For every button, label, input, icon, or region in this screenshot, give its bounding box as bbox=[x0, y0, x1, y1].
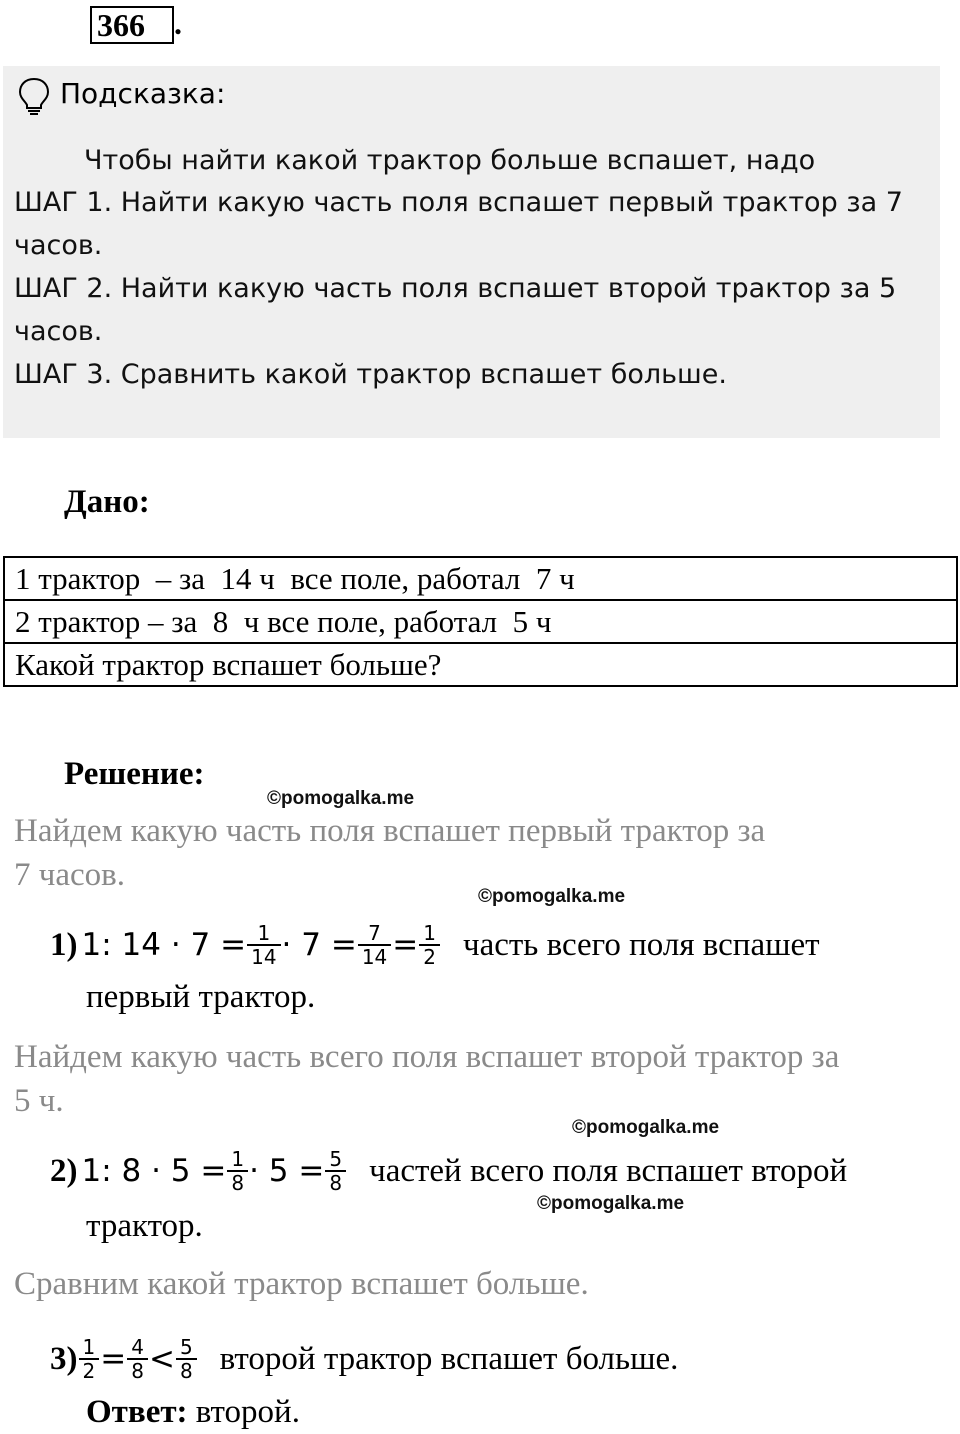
expression: 1: 8 · 5 = bbox=[81, 1153, 227, 1189]
denominator: 8 bbox=[131, 1359, 144, 1383]
denominator: 8 bbox=[231, 1171, 245, 1195]
step-label: ШАГ 2. bbox=[14, 273, 113, 304]
equals-sign: = bbox=[392, 927, 419, 963]
given-title: Дано: bbox=[64, 484, 150, 520]
numerator: 1 bbox=[257, 921, 271, 945]
fraction bbox=[421, 922, 438, 968]
numerator: 1 bbox=[82, 1335, 96, 1359]
numerator: 4 bbox=[131, 1335, 144, 1359]
hint-step-2-cont: часов. bbox=[14, 316, 103, 347]
denominator: 8 bbox=[329, 1171, 343, 1195]
step-number: 3) bbox=[50, 1341, 78, 1377]
fraction bbox=[327, 1148, 344, 1194]
task-number: 366 bbox=[90, 6, 174, 44]
hint-step-1 bbox=[14, 181, 903, 224]
expression: · 5 = bbox=[249, 1153, 325, 1189]
hint-step-1-cont: часов. bbox=[14, 230, 103, 261]
fraction bbox=[249, 922, 278, 968]
step1-tail: часть всего поля вспашет bbox=[462, 927, 820, 963]
step-number: 2) bbox=[50, 1153, 78, 1189]
step-label: ШАГ 3. bbox=[14, 359, 113, 390]
hint-intro: Чтобы найти какой трактор больше вспашет, надо bbox=[84, 145, 816, 176]
hint-title: Подсказка: bbox=[60, 77, 226, 110]
given-row-2: 2 трактор – за 8 ч все поле, работал 5 ч bbox=[4, 600, 957, 643]
lightbulb-icon bbox=[16, 76, 52, 116]
answer-value: второй. bbox=[187, 1394, 300, 1430]
step2-intro-line1: Найдем какую часть всего поля вспашет второй трактор за bbox=[14, 1039, 840, 1075]
table-row bbox=[4, 600, 957, 643]
denominator: 14 bbox=[361, 945, 388, 969]
step1-intro-line1: Найдем какую часть поля вспашет первый трактор за bbox=[14, 813, 766, 849]
hint-step-3 bbox=[14, 353, 727, 396]
step2-equation bbox=[50, 1138, 847, 1204]
fraction bbox=[360, 922, 389, 968]
solution-title: Решение: bbox=[64, 756, 205, 792]
given-table bbox=[3, 556, 958, 687]
numerator: 5 bbox=[179, 1335, 193, 1359]
expression: 1: 14 · 7 = bbox=[81, 927, 247, 963]
watermark: ©pomogalka.me bbox=[572, 1117, 720, 1138]
denominator: 2 bbox=[423, 945, 436, 969]
step1-tail-cont: первый трактор. bbox=[86, 979, 316, 1015]
step1-intro-line2: 7 часов. bbox=[14, 857, 125, 893]
watermark: ©pomogalka.me bbox=[267, 788, 415, 809]
table-row bbox=[4, 557, 957, 600]
step-text: Найти какую часть поля вспашет второй трактор за 5 bbox=[112, 273, 897, 304]
step3-intro: Сравним какой трактор вспашет больше. bbox=[14, 1266, 589, 1302]
step-text: Найти какую часть поля вспашет первый трактор за 7 bbox=[112, 187, 903, 218]
given-row-1: 1 трактор – за 14 ч все поле, работал 7 ч bbox=[4, 557, 957, 600]
denominator: 2 bbox=[82, 1359, 96, 1383]
table-row bbox=[4, 643, 957, 686]
step-label: ШАГ 1. bbox=[14, 187, 113, 218]
numerator: 1 bbox=[423, 921, 436, 945]
fraction bbox=[229, 1148, 246, 1194]
equals-sign: = bbox=[100, 1341, 127, 1377]
step2-intro-line2: 5 ч. bbox=[14, 1083, 64, 1119]
fraction bbox=[178, 1336, 195, 1382]
denominator: 14 bbox=[251, 945, 277, 969]
step3-tail: второй трактор вспашет больше. bbox=[219, 1341, 679, 1377]
numerator: 1 bbox=[231, 1147, 245, 1171]
step2-tail-cont: трактор. bbox=[86, 1208, 203, 1244]
answer-label: Ответ: bbox=[86, 1394, 188, 1430]
step2-tail: частей всего поля вспашет второй bbox=[369, 1153, 848, 1189]
given-row-3: Какой трактор вспашет больше? bbox=[4, 643, 957, 686]
hint-step-2 bbox=[14, 267, 896, 310]
fraction bbox=[129, 1336, 146, 1382]
numerator: 7 bbox=[368, 921, 381, 945]
step-number: 1) bbox=[50, 927, 78, 963]
task-number-dot: . bbox=[174, 5, 182, 41]
watermark: ©pomogalka.me bbox=[478, 886, 626, 907]
numerator: 5 bbox=[329, 1147, 343, 1171]
fraction bbox=[81, 1336, 98, 1382]
denominator: 8 bbox=[179, 1359, 193, 1383]
answer bbox=[86, 1390, 300, 1434]
expression: · 7 = bbox=[281, 927, 357, 963]
step-text: Сравнить какой трактор вспашет больше. bbox=[112, 359, 727, 390]
step1-equation bbox=[50, 912, 820, 978]
less-than-sign: < bbox=[148, 1341, 175, 1377]
step3-equation bbox=[50, 1326, 678, 1392]
watermark: ©pomogalka.me bbox=[537, 1193, 685, 1214]
